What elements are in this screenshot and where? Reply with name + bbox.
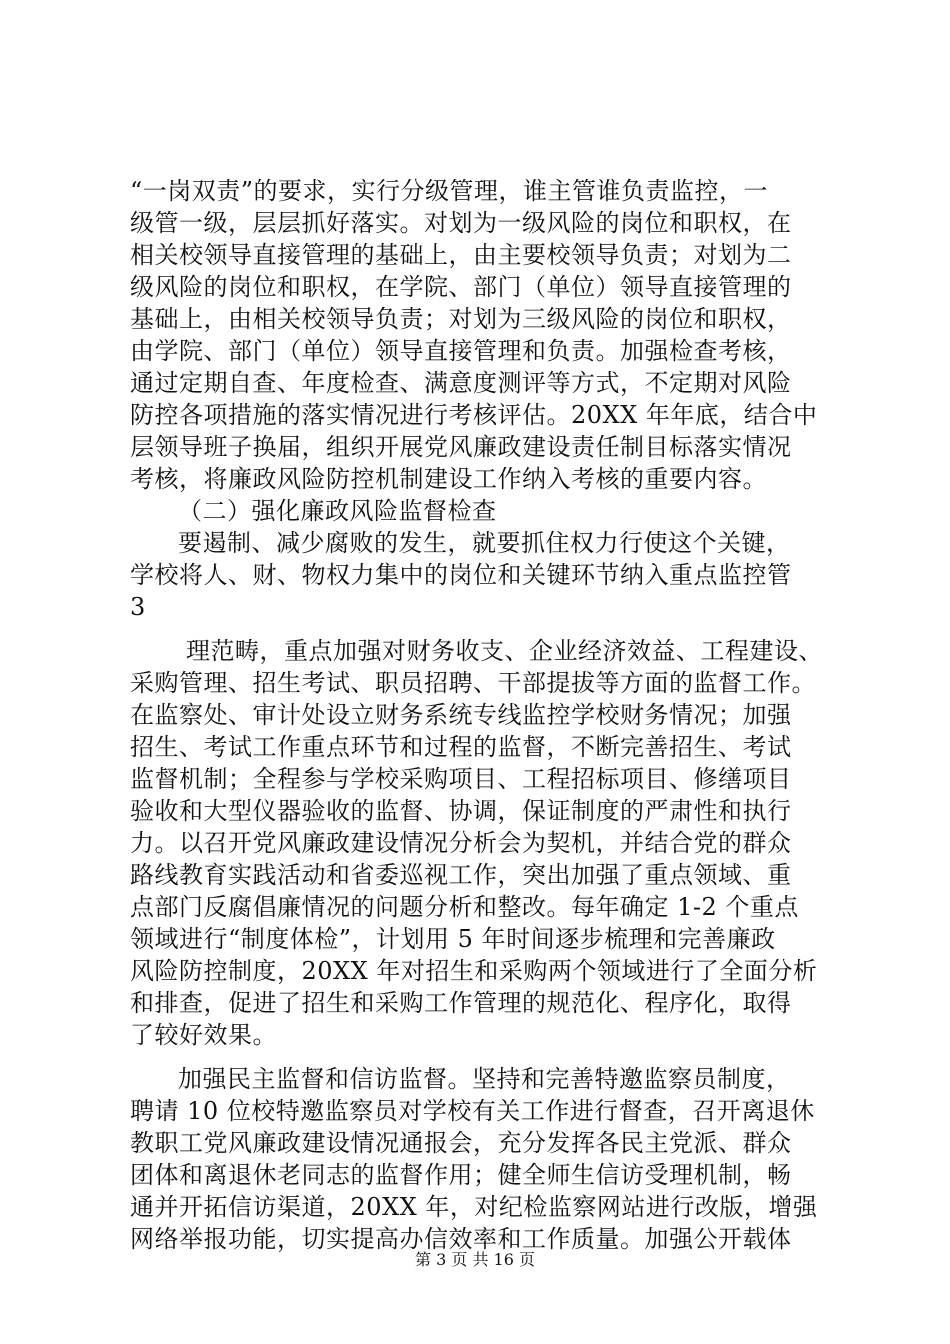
document-body (130, 175, 835, 1255)
text-line: 级风险的岗位和职权，在学院、部门（单位）领导直接管理的 (130, 273, 792, 301)
text-line: 学校将人、财、物权力集中的岗位和关键环节纳入重点监控管 (130, 561, 792, 589)
text-line: 要遏制、减少腐败的发生，就要抓住权力行使这个关键， (178, 529, 791, 557)
text-line: 通过定期自查、年度检查、满意度测评等方式，不定期对风险 (130, 369, 792, 397)
text-line: 力。以召开党风廉政建设情况分析会为契机，并结合党的群众 (130, 829, 792, 857)
text-line: 路线教育实践活动和省委巡视工作，突出加强了重点领域、重 (130, 861, 792, 889)
text-line: 领域进行“制度体检”，计划用 5 年时间逐步梳理和完善廉政 (130, 925, 776, 953)
text-line: 团体和离退休老同志的监督作用；健全师生信访受理机制，畅 (130, 1161, 792, 1189)
text-line: 和排查，促进了招生和采购工作管理的规范化、程序化，取得 (130, 989, 792, 1017)
page-footer: 第 3 页 共 16 页 (415, 1250, 535, 1269)
text-line: 招生、考试工作重点环节和过程的监督，不断完善招生、考试 (130, 733, 792, 761)
text-line: 网络举报功能，切实提高办信效率和工作质量。加强公开载体 (130, 1225, 792, 1253)
text-line: 由学院、部门（单位）领导直接管理和负责。加强检查考核， (130, 337, 792, 365)
text-line: 了较好效果。 (130, 1021, 277, 1049)
text-line: 验收和大型仪器验收的监督、协调，保证制度的严肃性和执行 (130, 797, 792, 825)
text-line: 在监察处、审计处设立财务系统专线监控学校财务情况；加强 (130, 701, 792, 729)
text-line: 聘请 10 位校特邀监察员对学校有关工作进行督查，召开离退休 (130, 1097, 815, 1125)
text-line: 考核，将廉政风险防控机制建设工作纳入考核的重要内容。 (130, 465, 767, 493)
text-line: 监督机制；全程参与学校采购项目、工程招标项目、修缮项目 (130, 765, 792, 793)
text-line: “一岗双责”的要求，实行分级管理，谁主管谁负责监控，一 (130, 177, 769, 205)
text-line: 点部门反腐倡廉情况的问题分析和整改。每年确定 1-2 个重点 (130, 893, 799, 921)
inline-page-number: 3 (130, 593, 146, 621)
text-line: 防控各项措施的落实情况进行考核评估。20XX 年年底，结合中 (130, 401, 818, 429)
section-heading: （二）强化廉政风险监督检查 (178, 497, 497, 525)
text-line: 教职工党风廉政建设情况通报会，充分发挥各民主党派、群众 (130, 1129, 792, 1157)
text-line: 采购管理、招生考试、职员招聘、干部提拔等方面的监督工作。 (130, 669, 816, 697)
text-line: 级管一级，层层抓好落实。对划为一级风险的岗位和职权，在 (130, 209, 792, 237)
text-line: 层领导班子换届，组织开展党风廉政建设责任制目标落实情况 (130, 433, 792, 461)
text-line: 相关校领导直接管理的基础上，由主要校领导负责；对划为二 (130, 241, 792, 269)
text-line: 风险防控制度，20XX 年对招生和采购两个领域进行了全面分析 (130, 957, 818, 985)
text-line: 加强民主监督和信访监督。坚持和完善特邀监察员制度， (178, 1065, 791, 1093)
text-line: 理范畴，重点加强对财务收支、企业经济效益、工程建设、 (186, 637, 823, 665)
text-line: 通并开拓信访渠道，20XX 年，对纪检监察网站进行改版，增强 (130, 1193, 818, 1221)
text-line: 基础上，由相关校领导负责；对划为三级风险的岗位和职权， (130, 305, 792, 333)
